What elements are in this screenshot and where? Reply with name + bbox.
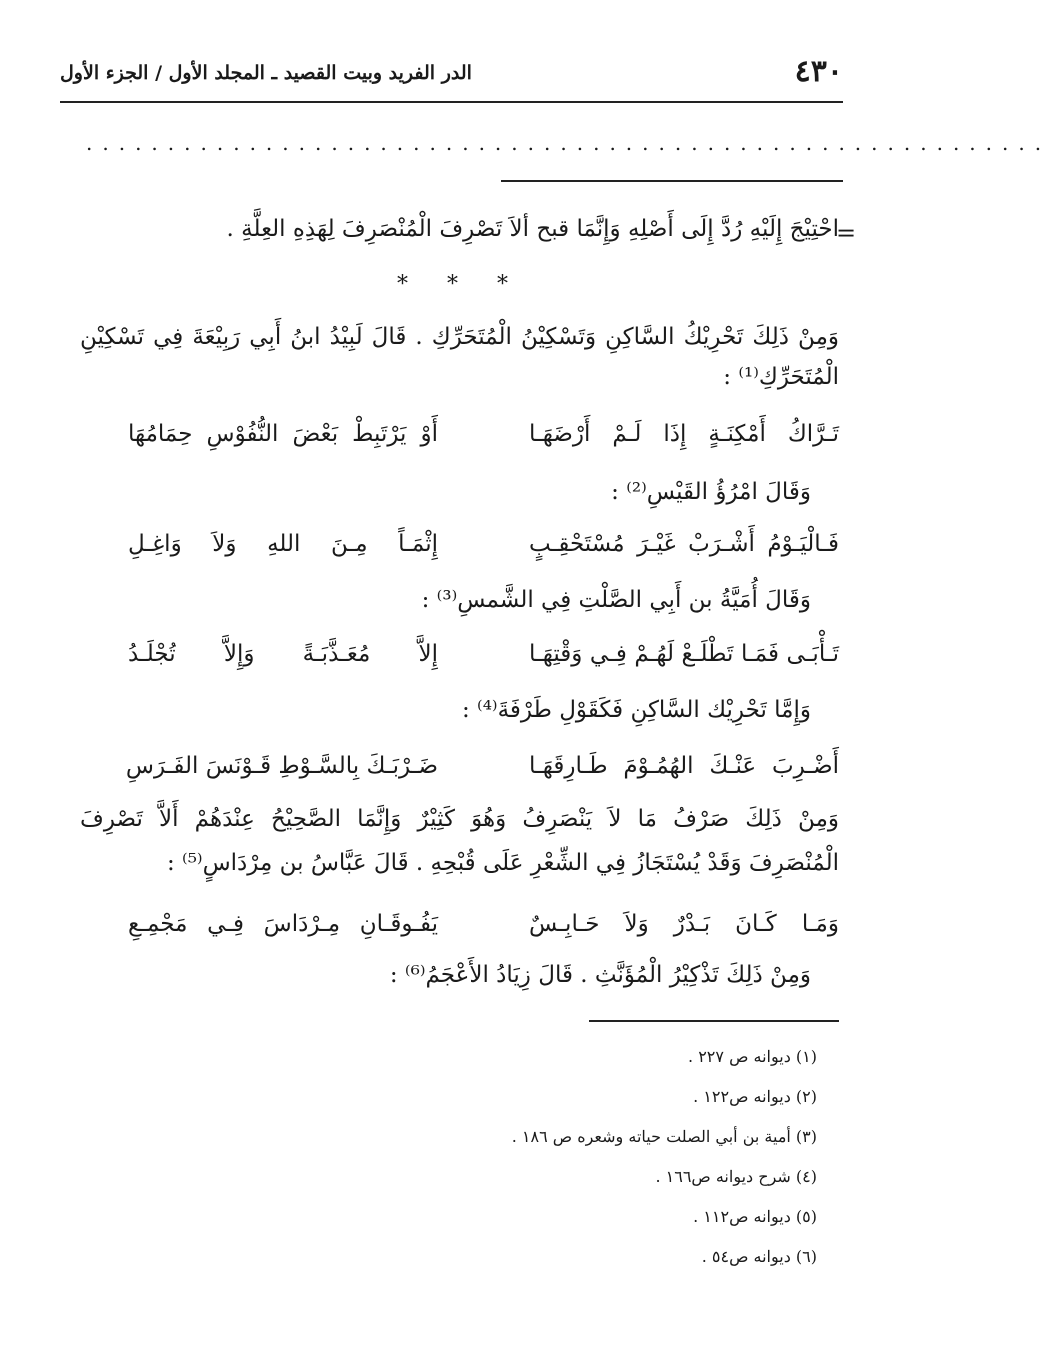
- verse-4: [125, 746, 839, 786]
- verse-5-second-hemistich: يَفُـوقَـانِ مِـرْدَاسَ فِـي مَجْمِـعِ: [128, 911, 438, 937]
- verse-2: [128, 524, 839, 564]
- verse-1: [128, 414, 839, 454]
- header-rule: [60, 101, 843, 103]
- verse-2-second-hemistich: إِثْمَـاً مِـنَ اللهِ وَلاَ وَاغِـلِ: [128, 531, 438, 557]
- paragraph-1-line-2: الْمُتَحَرِّكِ⁽¹⁾ :: [723, 364, 839, 390]
- verse-1-first-hemistich: تَـرَّاكُ أَمْكِنَـةٍ إِذَا لَـمْ أَرْضَهَـا: [529, 421, 839, 447]
- section-separator: * * *: [397, 272, 524, 297]
- verse-2-first-hemistich: فَـالْيَـوْمُ أَشْـرَبْ غَيْـرَ مُسْتَحْقِـبٍ: [529, 531, 839, 557]
- footnote-6: (٦) ديوانه ص٥٤ .: [701, 1247, 817, 1266]
- page-header: [60, 52, 843, 96]
- footnote-1: (١) ديوانه ص ٢٢٧ .: [688, 1047, 817, 1066]
- footnote-2: (٢) ديوانه ص١٢٢ .: [693, 1087, 817, 1106]
- footnote-rule: [589, 1020, 839, 1022]
- continuation-mark: =: [836, 219, 857, 247]
- verse-1-second-hemistich: أَوْ يَرْتَبِطْ بَعْضَ النُّفُوْسِ حِمَامُهَا: [128, 421, 438, 447]
- intro-2: وَقَالَ امْرُؤُ القَيْسِ⁽²⁾ :: [611, 479, 811, 505]
- running-title: الدر الفريد وبيت القصيد ـ المجلد الأول / الجزء الأول: [60, 62, 472, 84]
- paragraph-5-line-2: الْمُنْصَرِفَ وَقَدْ يُسْتَجَازُ فِي الشِّعْرِ عَلَى قُبْحِهِ . قَالَ عَبَّاسُ بن مِرْدَاسٍ⁽⁵⁾ :: [166, 850, 839, 876]
- page-number: ٤٣٠: [794, 54, 843, 89]
- footnote-5: (٥) ديوانه ص١١٢ .: [693, 1207, 817, 1226]
- omission-dots: ...........................................................: [86, 131, 1051, 155]
- intro-4: وَإِمَّا تَحْرِيْك السَّاكِنِ فَكَقَوْلِ طَرْفَةَ⁽⁴⁾ :: [461, 697, 811, 723]
- intro-3: وَقَالَ أُمَيَّةُ بن أَبِي الصَّلْتِ فِي الشَّمسِ⁽³⁾ :: [421, 587, 811, 613]
- verse-4-second-hemistich: ضَـرْبَـكَ بِالسَّـوْطِ قَـوْنَسَ الفَـرَسِ: [125, 753, 438, 779]
- paragraph-1-line-1: وَمِنْ ذَلِكَ تَحْرِيْكُ السَّاكِنِ وَتَسْكِيْنُ الْمُتَحَرِّكِ . قَالَ لَبِيْدُ ابنُ أَبِي رَبِيْعَةَ فِي تَسْكِيْنِ: [80, 324, 839, 350]
- verse-3: [128, 634, 839, 674]
- verse-3-second-hemistich: إِلاَّ مُعَـذَّبَـةً وَإِلاَّ تُجْلَـدُ: [128, 641, 438, 667]
- intro-6: وَمِنْ ذَلِكَ تَذْكِيْرُ الْمُؤَنَّثِ . قَالَ زِيَادُ الأَعْجَمُ⁽⁶⁾ :: [389, 962, 811, 988]
- verse-5: [128, 904, 839, 944]
- verse-3-first-hemistich: تَـأْبَـى فَمَـا تَطْلَـعْ لَهُـمْ فِـي وَقْتِهَـا: [529, 641, 839, 667]
- footnote-3: (٣) أمية بن أبي الصلت حياته وشعره ص ١٨٦ .: [511, 1127, 817, 1146]
- continuation-text: احْتِيْجَ إِلَيْهِ رُدَّ إِلَى أَصْلِهِ وَإِنَّمَا قبح ألاَ تَصْرِفَ الْمُنْصَرِفَ لِهَذِهِ العِلَّةِ .: [226, 216, 839, 242]
- verse-5-first-hemistich: وَمَـا كَـانَ بَـدْرٌ وَلاَ حَـابِـسٌ: [529, 911, 839, 937]
- continuation-rule: [501, 180, 843, 182]
- verse-4-first-hemistich: أَضْـرِبَ عَنْـكَ الهُمُـوْمَ طَـارِقَهَـا: [529, 753, 839, 779]
- footnote-4: (٤) شرح ديوانه ص١٦٦ .: [655, 1167, 817, 1186]
- paragraph-5-line-1: وَمِنْ ذَلِكَ صَرْفُ مَا لاَ يَنْصَرِفُ وَهُوَ كَثِيْرٌ وَإِنَّمَا الصَّحِيْحُ عِنْدَهُمْ أَلاَّ تَصْرِفَ: [80, 806, 839, 832]
